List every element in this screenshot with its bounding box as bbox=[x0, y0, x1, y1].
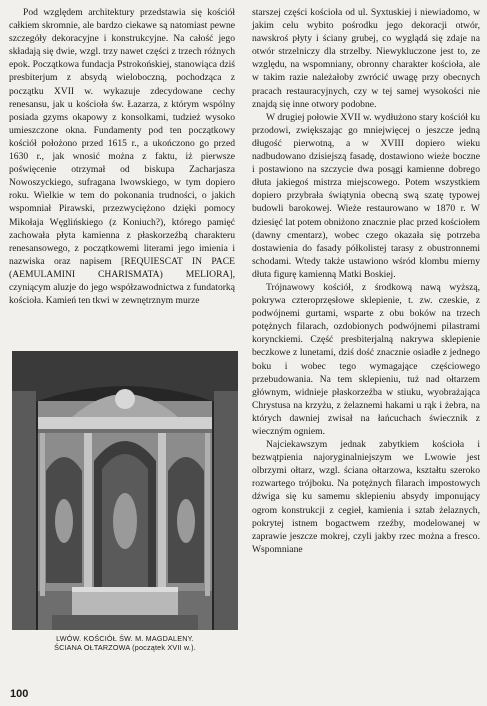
altar-wall-photo bbox=[12, 351, 238, 630]
page-number: 100 bbox=[10, 688, 29, 700]
caption-line-1: LWÓW. KOŚCIÓŁ ŚW. M. MAGDALENY. bbox=[56, 634, 194, 643]
right-paragraph-3: Trójnawowy kościół, z środkową nawą wyższą, pokrywa czteroprzęsłowe sklepienie, t. zw. czeskie, z podwójnemi gurtami, wsparte z obu boków na trzech potężnych filarach, ozdobionych podwójnemi pilastrami korynckiemi. Część presbiterjalną nakrywa sklepienie beczkowe z lunetami, dziś dość znacznie osiadłe z jednego boku i wobec tego wymagające częściowego przebudowania. Na tem sklepieniu, tuż nad ołtarzem głównym, widnieje płaskorzeźba w stiuku, wyobrażająca Chrystusa na krzyżu, z żelaznemi hakami u rąk i żebra, na których dawniej zwisał na łańcuchach świecznik z wieczným ogniem. bbox=[252, 281, 480, 437]
altar-wall-illustration bbox=[12, 351, 238, 630]
figure-caption bbox=[12, 634, 238, 653]
right-paragraph-2: W drugiej połowie XVII w. wydłużono stary kościół ku przodowi, zwiększając go mniejwięcej o jeszcze jedną długość pierwotną, a w XVIII dopiero wieku nadbudowano dzisiejszą fasadę, dostawiono wieże boczne i postawiono na szczycie dwa posągi kamienne dobrego dłuta jakiegoś mistrza miejscowego. Potem wszystkiem dopiero przybrała świątynia obecną swą szatę typowej budowli barokowej. Wieże restaurowano w 1870 r. W dziesięć lat potem obniżono znacznie plac przed kościołem (dawny cmentarz), wobec czego okazała się potrzeba dostawienia do fasady półkolistej tarasy z obustronnemi schodami. Wtedy także ustawiono wśród klombu mierny dłuta figurę kamienną Matki Boskiej. bbox=[252, 111, 480, 280]
left-text-column bbox=[9, 6, 235, 307]
right-paragraph-1: starszej części kościoła od ul. Syxtuskiej i niewiadomo, w jakim celu wybito pośrodku jego dekoracji otwór, nawskroś płyty i ściany grubej, co wyglądá się zdaje na otwór strzelniczy dla strzelby. Niewykluczone jest to, ze względu, na wspomniany, obronny charakter kościoła, ale w takim razie należałoby zwrócić uwagę przy obecnych pracach restauracyjnych, czy w tej samej wysokości nie znajdą się inne otwory podobne. bbox=[252, 7, 480, 110]
right-paragraph-4: Najciekawszym jednak zabytkiem kościoła i bezwątpienia najoryginalniejszym we Lwowie jest olbrzymi ołtarz, wzgl. ściana ołtarzowa, kształtu szeroko rozwartego trójboku. Na potężnych filarach impostowych dźwiga się ku samemu sklepieniu absydy imponujący ogrom konstrukcji z cegieł, kamienia i sztab żelaznych, pokrytej istnem bogactwem rzeźby, modelowanej w zaprawie jeszcze mokrej, czyli jakby rzec można a fresco. Wspomniane bbox=[252, 439, 480, 555]
caption-line-2: ŚCIANA OŁTARZOWA (początek XVII w.). bbox=[54, 643, 196, 653]
left-paragraph: Pod względem architektury przedstawia się kościół całkiem skromnie, ale bardzo ciekawe są natomiast pewne szczegóły dekoracyjne i konstrukcyjne. Na całość jego składają się dwie, wzgl. trzy nawet części z trzech różnych epok. Początkowa fundacja Pstrokońskiej, stanowiąca dziś presbiterjum z absydą wieloboczną, pochodząca z początku XVII w. wykazuje zdecydowane cechy renesansu, jak u kościoła św. Łazarza, z którym wspólny posiada gzyms okapowy z konsolkami, tudzież wysoko umieszczone okna. Fundamenty pod ten początkowy kościół położono przed 1615 r., a ukończono go przed 1630 r., jak wnosić można z faktu, iż pierwsze poświęcenie otrzymał od biskupa Zacharjasza Nowoszyckiego, sufragana lwowskiego, w tym dopiero roku. Wielkie w tem do pokonania trudności, o jakich wspomniał Pirawski, przezwyciężono dzięki pomocy Mikołaja Węglińskiego (z Koniuch?), którego pamięć zachowała płyta kamienna z płaskorzeźbą charakteru renesansowego, z początkowemi literami jego imienia i nazwiska oraz napisem [REQUIESCAT IN PACE (AEMULAMINI CHARISMATA) MELIORA], czyniącym aluzje do jego współzawodnictwa z fundatorką kościoła. Kamień ten tkwi w zewnętrznym murze bbox=[9, 7, 235, 307]
right-text-column bbox=[252, 6, 480, 556]
